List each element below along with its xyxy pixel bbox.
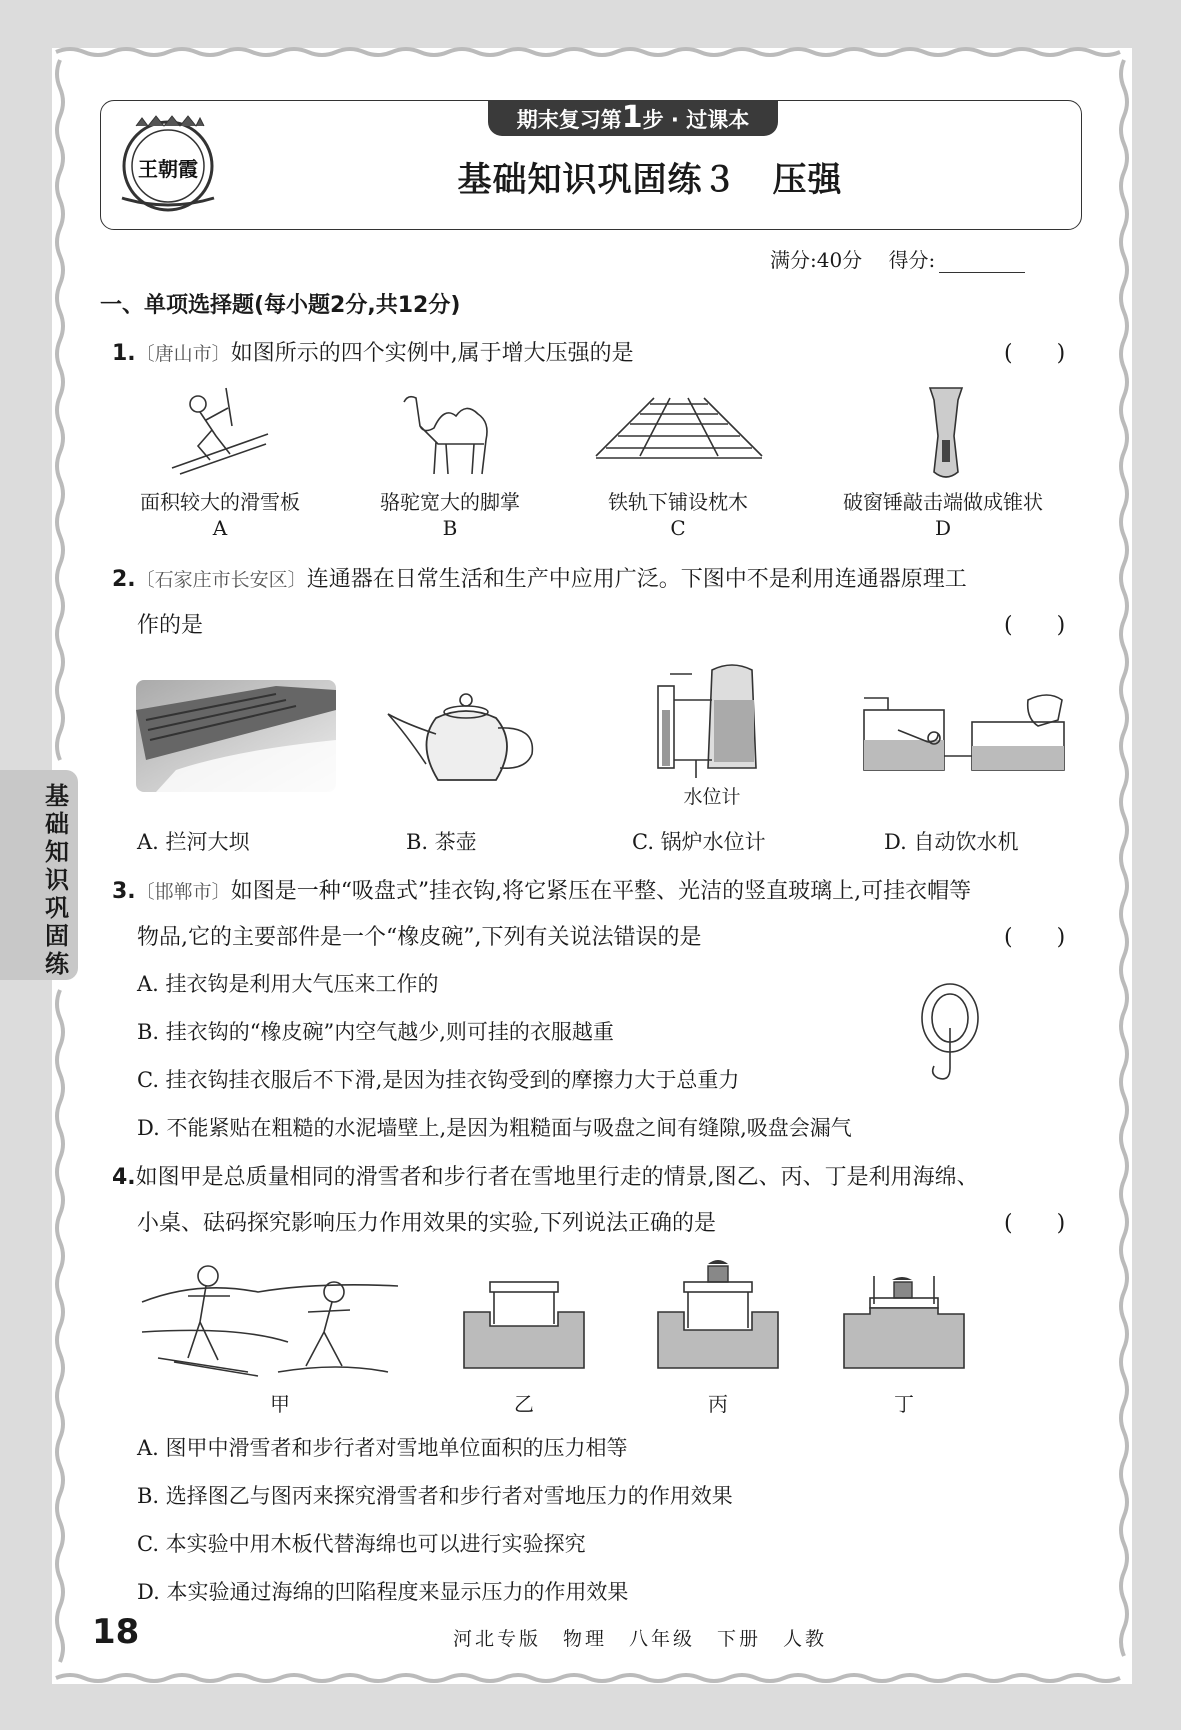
q2-stem-line2: 作的是 bbox=[137, 613, 204, 638]
q1-stem: 1.〔唐山市〕如图所示的四个实例中,属于增大压强的是 bbox=[112, 341, 634, 366]
q4-label-jia: 甲 bbox=[270, 1392, 290, 1416]
q4-label-bing: 丙 bbox=[708, 1392, 728, 1416]
footer-info: 河北专版 物理 八年级 下册 人教 bbox=[452, 1628, 827, 1650]
railway-icon bbox=[594, 396, 764, 466]
q1-caption-d: 破窗锤敲击端做成锥状 bbox=[843, 490, 1043, 514]
q1-caption-b: 骆驼宽大的脚掌 bbox=[380, 490, 520, 514]
q1-caption-c: 铁轨下铺设枕木 bbox=[608, 490, 748, 514]
skier-icon bbox=[170, 386, 270, 478]
q2-option-b[interactable]: B. 茶壶 bbox=[406, 830, 477, 854]
section-heading: 一、单项选择题(每小题2分,共12分) bbox=[100, 293, 461, 318]
suction-hook-icon bbox=[910, 978, 990, 1090]
score-blank[interactable] bbox=[939, 252, 1025, 273]
q2-stem-line1: 2.〔石家庄市长安区〕连通器在日常生活和生产中应用广泛。下图中不是利用连通器原理工 bbox=[112, 567, 967, 592]
sponge-yi-icon bbox=[462, 1276, 586, 1370]
sponge-ding-icon bbox=[842, 1274, 966, 1370]
q2-option-a[interactable]: A. 拦河大坝 bbox=[137, 830, 250, 854]
q2-option-d[interactable]: D. 自动饮水机 bbox=[884, 830, 1019, 854]
hammer-icon bbox=[924, 386, 968, 482]
side-tab-label: 基础知识巩固练 bbox=[45, 782, 69, 978]
q1-letter-d: D bbox=[934, 516, 952, 540]
q4-stem-line2: 小桌、砝码探究影响压力作用效果的实验,下列说法正确的是 bbox=[137, 1211, 716, 1236]
step-tab: 期末复习第1步 · 过课本 bbox=[488, 100, 778, 136]
q3-option-c[interactable]: C. 挂衣钩挂衣服后不下滑,是因为挂衣钩受到的摩擦力大于总重力 bbox=[137, 1068, 740, 1092]
q4-option-c[interactable]: C. 本实验中用木板代替海绵也可以进行实验探究 bbox=[137, 1532, 586, 1556]
q4-answer-paren[interactable]: ( ) bbox=[1004, 1211, 1066, 1236]
q2-option-c[interactable]: C. 锅炉水位计 bbox=[632, 830, 766, 854]
svg-text:王朝霞: 王朝霞 bbox=[138, 157, 198, 181]
skier-walker-icon bbox=[138, 1262, 400, 1382]
q4-label-ding: 丁 bbox=[894, 1392, 914, 1416]
q4-stem-line1: 4.如图甲是总质量相同的滑雪者和步行者在雪地里行走的情景,图乙、丙、丁是利用海绵、 bbox=[112, 1165, 979, 1190]
q1-answer-paren[interactable]: ( ) bbox=[1004, 341, 1066, 366]
q3-option-d[interactable]: D. 不能紧贴在粗糙的水泥墙壁上,是因为粗糙面与吸盘之间有缝隙,吸盘会漏气 bbox=[137, 1116, 852, 1140]
page-title: 基础知识巩固练３ 压强 bbox=[457, 160, 843, 200]
score-line: 满分:40分 得分: bbox=[770, 244, 1025, 273]
q3-stem-line2: 物品,它的主要部件是一个“橡皮碗”,下列有关说法错误的是 bbox=[137, 925, 702, 950]
q4-option-d[interactable]: D. 本实验通过海绵的凹陷程度来显示压力的作用效果 bbox=[137, 1580, 629, 1604]
q4-option-b[interactable]: B. 选择图乙与图丙来探究滑雪者和步行者对雪地压力的作用效果 bbox=[137, 1484, 733, 1508]
q3-stem-line1: 3.〔邯郸市〕如图是一种“吸盘式”挂衣钩,将它紧压在平整、光洁的竖直玻璃上,可挂衣帽等 bbox=[112, 879, 972, 904]
q2-answer-paren[interactable]: ( ) bbox=[1004, 613, 1066, 638]
page-number: 18 bbox=[92, 1612, 140, 1652]
q1-letter-a: A bbox=[212, 516, 228, 540]
publisher-logo bbox=[112, 108, 224, 216]
dam-image bbox=[136, 680, 336, 792]
boiler-icon bbox=[652, 660, 762, 780]
q3-option-b[interactable]: B. 挂衣钩的“橡皮碗”内空气越少,则可挂的衣服越重 bbox=[137, 1020, 614, 1044]
q3-answer-paren[interactable]: ( ) bbox=[1004, 925, 1066, 950]
q1-caption-a: 面积较大的滑雪板 bbox=[140, 490, 300, 514]
q4-option-a[interactable]: A. 图甲中滑雪者和步行者对雪地单位面积的压力相等 bbox=[137, 1436, 628, 1460]
sponge-bing-icon bbox=[656, 1256, 780, 1370]
drinking-machine-icon bbox=[858, 690, 1068, 776]
camel-icon bbox=[398, 386, 502, 478]
q1-letter-b: B bbox=[442, 516, 458, 540]
q4-label-yi: 乙 bbox=[514, 1392, 534, 1416]
water-gauge-label: 水位计 bbox=[683, 786, 741, 808]
teapot-icon bbox=[386, 684, 542, 790]
q3-option-a[interactable]: A. 挂衣钩是利用大气压来工作的 bbox=[137, 972, 439, 996]
q1-letter-c: C bbox=[670, 516, 686, 540]
